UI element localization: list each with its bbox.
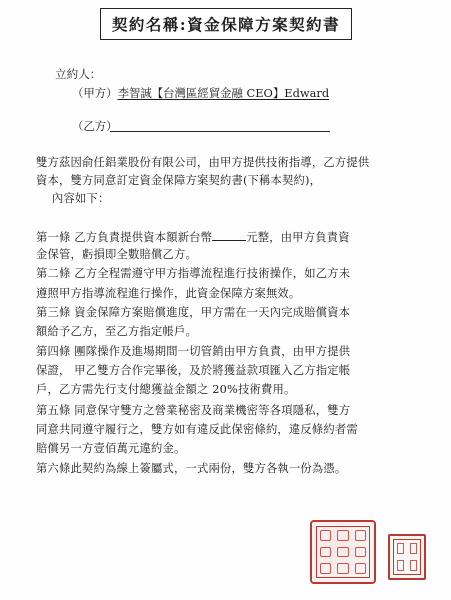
article-4-line-2: 保證， 甲乙雙方合作完畢後，及於將獲益款項匯入乙方指定帳 [36,364,351,377]
article-1-text-pre: 第一條 乙方負責提供資本額新台幣 [36,231,213,244]
document-title: 契約名稱:資金保障方案契約書 [100,8,352,40]
article-3-line-1: 第三條 資金保障方案賠償進度，甲方需在一天內完成賠償資本 [36,306,351,319]
party-b-signature-blank [110,131,330,132]
party-b-prefix: （乙方） [72,119,118,133]
article-5-line-1: 第五條 同意保守雙方之營業秘密及商業機密等各項隱私，雙方 [36,404,351,417]
party-a-prefix: （甲方） [72,86,118,100]
article-4-line-1: 第四條 團隊操作及進場期間一切管銷由甲方負責，由甲方提供 [36,345,351,358]
intro-line-1: 雙方茲因俞任鋁業股份有限公司，由甲方提供技術指導，乙方提供 [36,156,370,169]
seal-big-glyphs [316,526,370,578]
red-square-seal [310,520,376,584]
article-5-line-2: 同意共同遵守履行之，雙方如有違反此保密條約，違反條約者需 [36,423,358,436]
party-a-value: 李智誠【台灣區經貿金融 CEO】Edward [117,86,330,100]
article-2-line-1: 第二條 乙方全程需遵守甲方指導流程進行技術操作，如乙方未 [36,267,351,280]
article-1-line-2: 金保管，虧損即全數賠償乙方。 [36,248,197,261]
article-1-text-post: 元整，由甲方負責資 [246,231,350,244]
intro-line-2: 資本，雙方同意訂定資金保障方案契約書(下稱本契約)， [36,174,322,187]
seal-small-glyphs [393,539,421,575]
amount-blank [212,230,246,241]
article-6-line-1: 第六條此契約為線上簽屬式，一式兩份，雙方各執一份為憑。 [36,462,347,475]
article-2-line-2: 遵照甲方指導流程進行操作，此資金保障方案無效。 [36,287,301,300]
article-1-line-1 [36,230,350,245]
intro-line-3: 內容如下： [52,192,110,205]
article-5-line-3: 賠償另一方壹佰萬元違約金。 [36,442,186,455]
red-rect-seal [388,534,426,580]
party-a-line [72,86,329,100]
article-4-line-3: 戶，乙方需先行支付總獲益金額之 20%技術費用。 [36,383,296,396]
signatories-label: 立約人： [55,67,102,81]
article-3-line-2: 額給予乙方，至乙方指定帳戶。 [36,325,197,338]
